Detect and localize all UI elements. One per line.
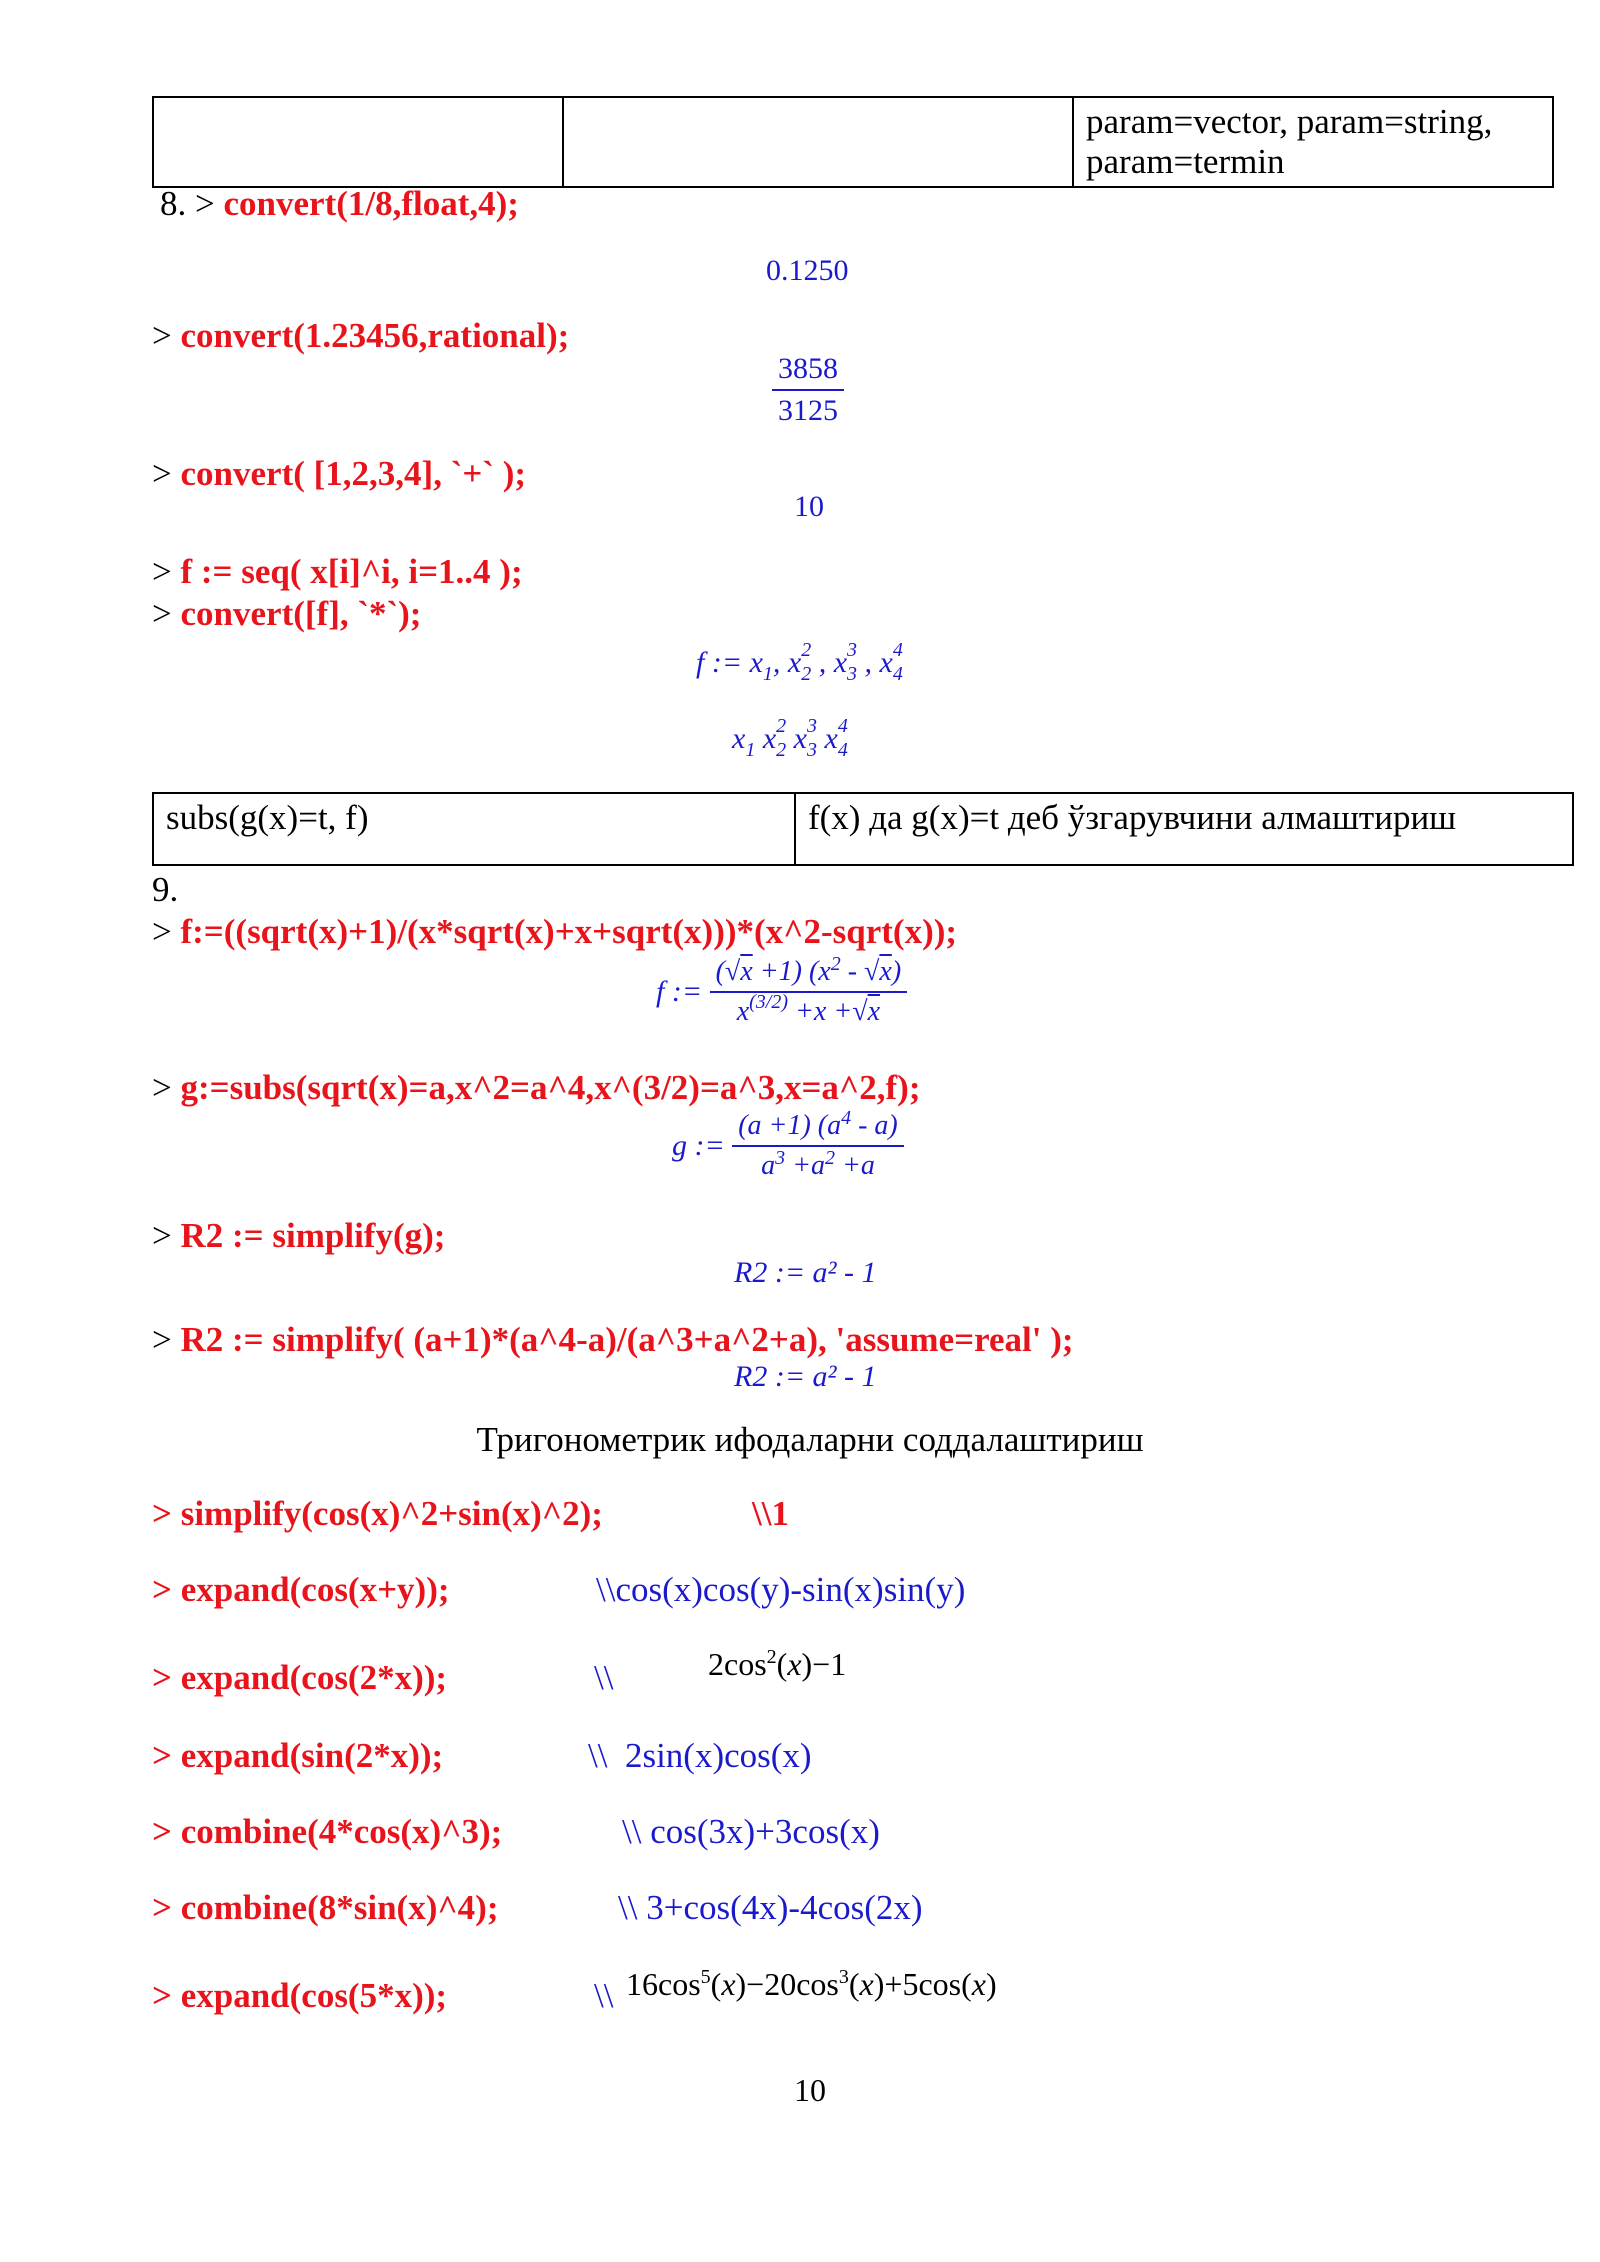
section8-cmd5: convert([f], `*`); (180, 594, 422, 633)
subs-table (152, 792, 1574, 866)
section8-out3: 10 (794, 490, 824, 523)
trig-row-6-cmd: > combine(8*sin(x)^4); (152, 1888, 499, 1927)
section8-line3 (152, 454, 526, 494)
trig-row-7-cmd: > expand(cos(5*x)); (152, 1976, 448, 2015)
prompt: > (152, 552, 181, 591)
subs-table-right: f(x) да g(x)=t деб ўзгарувчини алмаштириш (795, 793, 1573, 865)
trig-row-4-sep: \\ (588, 1736, 608, 1775)
section8-line4 (152, 552, 523, 592)
trig-row-5-sep: \\ (622, 1812, 642, 1851)
trig-row-2-sep: \\ (596, 1570, 616, 1609)
section8-cmd1: convert(1/8,float,4); (223, 184, 519, 223)
top-table-param-line-2: param=termin (1086, 142, 1285, 181)
fraction-denominator: 3125 (778, 394, 838, 427)
prompt: > (152, 594, 181, 633)
section9-line2 (152, 1068, 920, 1108)
trig-row-6-sep: \\ (618, 1888, 638, 1927)
section9-cmd1: f:=((sqrt(x)+1)/(x*sqrt(x)+x+sqrt(x)))*(x^2-sqrt(x)); (180, 912, 958, 951)
section8-cmd2: convert(1.23456,rational); (180, 316, 570, 355)
top-table (152, 96, 1554, 188)
section8-cmd3: convert( [1,2,3,4], `+` ); (180, 454, 527, 493)
trig-heading: Тригонометрик ифодаларни соддалаштириш (476, 1420, 1144, 1459)
section9-cmd4: R2 := simplify( (a+1)*(a^4-a)/(a^3+a^2+a), 'assume=real' ); (180, 1320, 1074, 1359)
section8-out4-seq: f := $x_1$, $x_2^2$ , $x_3^3$ , $x_4^4$ (696, 639, 903, 685)
trig-row-3 (152, 1646, 847, 1698)
prompt: > (152, 454, 181, 493)
trig-row-2-result: cos(x)cos(y)-sin(x)sin(y) (615, 1570, 966, 1609)
section9-cmd3: R2 := simplify(g); (180, 1216, 446, 1255)
subs-table-left: subs(g(x)=t, f) (153, 793, 795, 865)
page-number: 10 (794, 2072, 826, 2108)
section9-out3: R2 := a² - 1 (734, 1256, 877, 1289)
section8-out5-product: $x_1$ $x_2^2$ $x_3^3$ $x_4^4$ (732, 715, 848, 761)
trig-row-3-result: $2\cos^2(x)-1$ (708, 1646, 847, 1682)
section9-line4 (152, 1320, 1074, 1360)
trig-row-3-sep: \\ (594, 1658, 614, 1697)
section9-out2-g: g := $\frac{(a +1) (a^4 - a)}{a^3 +a^2 +a}$ (672, 1110, 904, 1182)
trig-row-4-result: 2sin(x)cos(x) (624, 1736, 812, 1775)
prompt: > (152, 316, 181, 355)
section8-line5 (152, 594, 421, 634)
prompt: > (152, 1320, 181, 1359)
section8-out1: 0.1250 (766, 254, 849, 287)
section9-label: 9. (152, 870, 179, 909)
section8-label: 8. > (160, 184, 224, 223)
top-table-cell-3 (1073, 97, 1553, 187)
trig-row-5 (152, 1812, 880, 1852)
section8-line2 (152, 316, 569, 356)
section9-out1-f: f := $\frac{(√x +1) (x^2 - √x)}{x^{(3/2)} +x +√x}$ (656, 956, 907, 1028)
trig-row-4 (152, 1736, 812, 1776)
top-table-cell-2 (563, 97, 1073, 187)
top-table-param-line-1: param=vector, param=string, (1086, 102, 1493, 141)
trig-row-3-cmd: > expand(cos(2*x)); (152, 1658, 448, 1697)
trig-row-1 (152, 1494, 789, 1534)
prompt: > (152, 1216, 181, 1255)
section8-out2 (772, 352, 844, 428)
trig-row-4-cmd: > expand(sin(2*x)); (152, 1736, 444, 1775)
prompt: > (152, 912, 181, 951)
trig-row-5-cmd: > combine(4*cos(x)^3); (152, 1812, 503, 1851)
prompt: > (152, 1068, 181, 1107)
section9-out4: R2 := a² - 1 (734, 1360, 877, 1393)
section9-line1 (152, 912, 957, 952)
trig-row-6-result: 3+cos(4x)-4cos(2x) (646, 1888, 923, 1927)
trig-row-2 (152, 1570, 966, 1610)
section8-line1 (160, 184, 519, 224)
trig-row-2-cmd: > expand(cos(x+y)); (152, 1570, 450, 1609)
trig-row-7-result: $16\cos^5(x)-20\cos^3(x)+5\cos(x)$ (626, 1966, 997, 2002)
trig-row-1-cmd: > simplify(cos(x)^2+sin(x)^2); (152, 1494, 603, 1533)
trig-row-5-result: cos(3x)+3cos(x) (650, 1812, 880, 1851)
section9-line3 (152, 1216, 445, 1256)
trig-row-1-sep: \\1 (752, 1494, 789, 1533)
trig-row-7 (152, 1966, 997, 2016)
top-table-cell-1 (153, 97, 563, 187)
trig-row-6 (152, 1888, 923, 1928)
trig-row-7-sep: \\ (594, 1976, 614, 2015)
fraction-numerator: 3858 (772, 352, 844, 391)
section9-cmd2: g:=subs(sqrt(x)=a,x^2=a^4,x^(3/2)=a^3,x=a^2,f); (180, 1068, 921, 1107)
section8-cmd4: f := seq( x[i]^i, i=1..4 ); (180, 552, 523, 591)
